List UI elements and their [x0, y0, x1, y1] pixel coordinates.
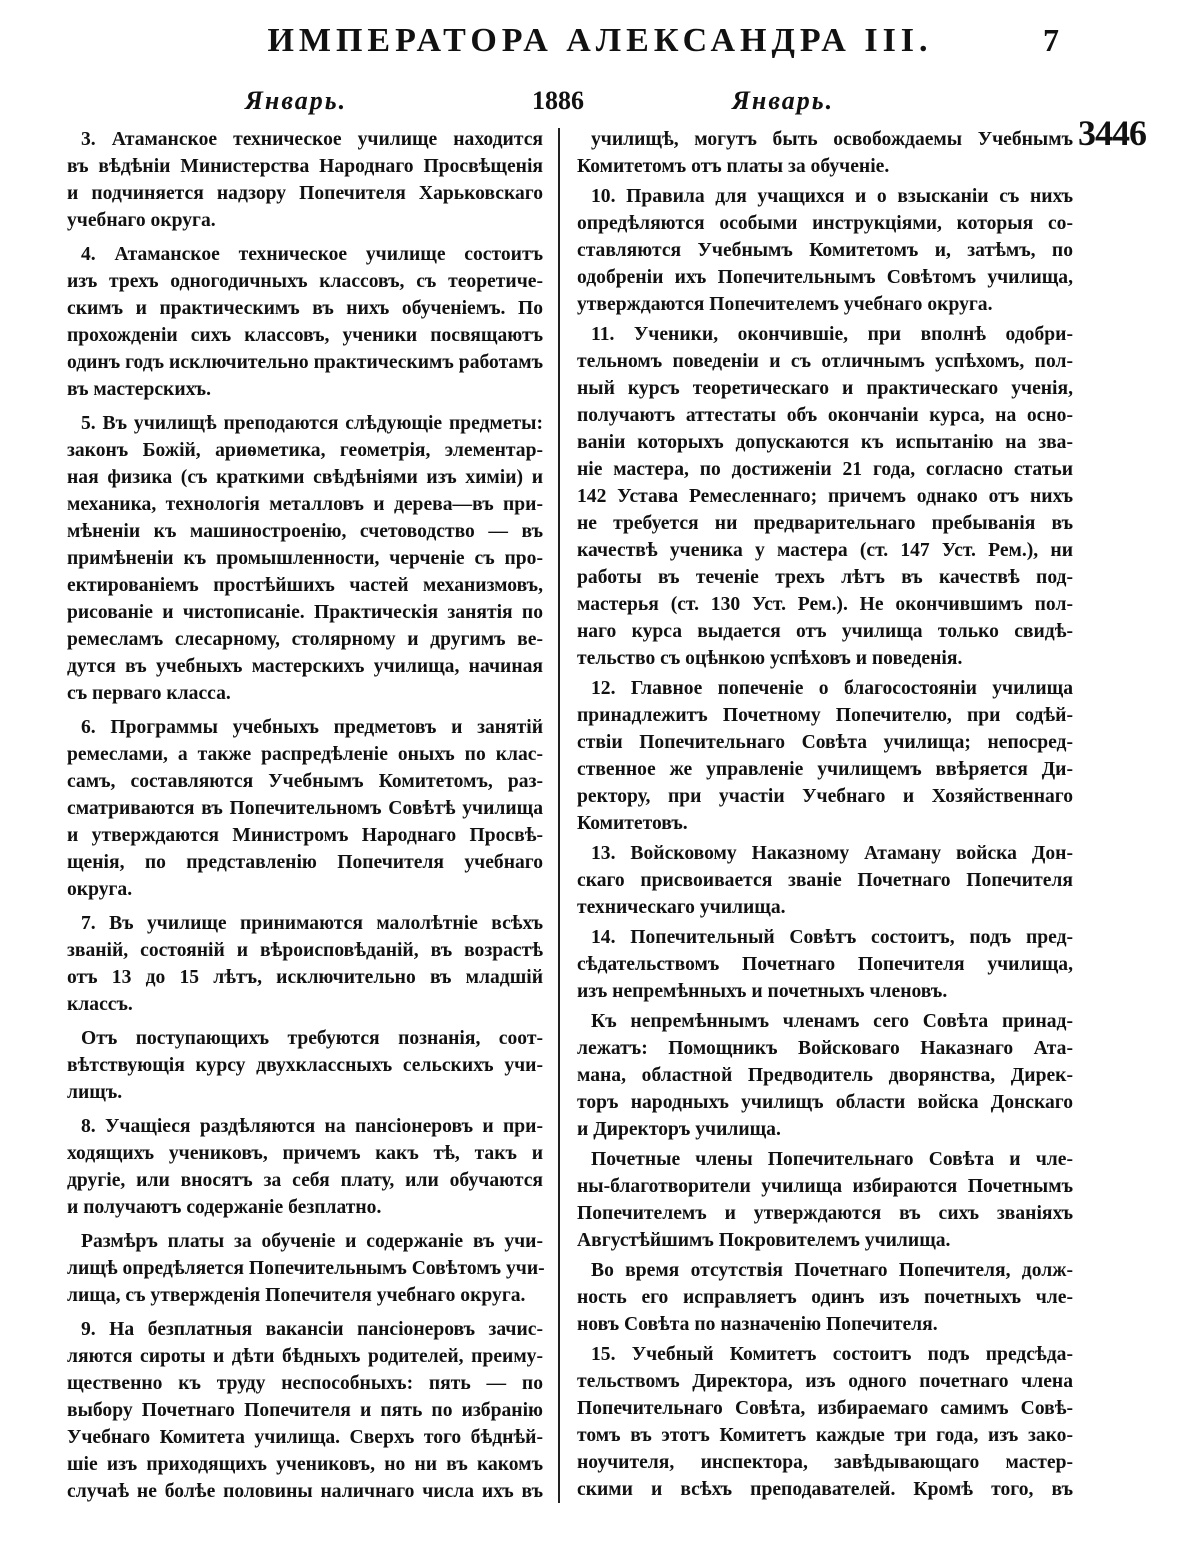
text-line: въ мастерскихъ. [67, 379, 211, 400]
text-line: и подчиняется надзору Попечителя Харьковскаго [67, 183, 543, 204]
text-line: 7. Въ училище принимаются малолѣтніе всѣхъ [81, 913, 543, 934]
text-line: и получаютъ содержаніе безплатно. [67, 1197, 382, 1218]
text-line: ствіи Попечительнаго Совѣта училища; непосред- [577, 732, 1073, 753]
text-line: ная физика (съ краткими свѣдѣніями изъ химіи) и [67, 467, 543, 488]
paragraph [67, 1316, 543, 1505]
text-line: скаго присвоивается званіе Почетнаго Попечителя [577, 870, 1073, 891]
paragraph [67, 410, 543, 707]
text-line: 12. Главное попеченіе о благосостояніи училища [591, 678, 1073, 699]
text-line: утверждаются Попечителемъ учебнаго округа. [577, 294, 993, 315]
text-line: другіе, или вносятъ за себя плату, или обучаются [67, 1170, 543, 1191]
text-line: ремесламъ слесарному, столярному и другимъ ве- [67, 629, 543, 650]
text-line: сѣдательствомъ Почетнаго Попечителя училища, [577, 954, 1073, 975]
text-line: техническаго училища. [577, 897, 786, 918]
text-line: тельномъ поведеніи и съ отличнымъ успѣхомъ, пол- [577, 351, 1073, 372]
paragraph [67, 714, 543, 903]
text-line: ректору, при участіи Учебнаго и Хозяйственнаго [577, 786, 1073, 807]
paragraph [67, 1228, 543, 1309]
text-line: Отъ поступающихъ требуются познанія, соот- [81, 1028, 543, 1049]
text-line: учебнаго округа. [67, 210, 216, 231]
paragraph [577, 1341, 1073, 1503]
paragraph [67, 1025, 543, 1106]
text-line: 11. Ученики, окончившіе, при вполнѣ одобри- [591, 324, 1073, 345]
text-line: 14. Попечительный Совѣтъ состоитъ, подъ пред- [591, 927, 1073, 948]
text-line: ваніи которыхъ допускаются къ испытанію на зва- [577, 432, 1073, 453]
text-line: отъ 13 до 15 лѣтъ, исключительно въ младшій [67, 967, 543, 988]
text-line: не требуется ни предварительнаго пребыванія въ [577, 513, 1073, 534]
paragraph [577, 1146, 1073, 1254]
text-line: щенія, по представленію Попечителя учебнаго [67, 852, 543, 873]
text-line: Почетные члены Попечительнаго Совѣта и чле- [591, 1149, 1073, 1170]
text-line: примѣненіи къ промышленности, черченіе съ про- [67, 548, 543, 569]
text-line: 3. Атаманское техническое училище находится [81, 129, 543, 150]
paragraph [577, 126, 1073, 180]
text-line: изъ трехъ одногодичныхъ классовъ, съ теоретиче- [67, 271, 543, 292]
paragraph [577, 1008, 1073, 1143]
text-line: ремеслами, а также распредѣленіе оныхъ по клас- [67, 744, 543, 765]
text-line: самъ, составляются Учебнымъ Комитетомъ, раз- [67, 771, 543, 792]
text-line: механика, технологія металловъ и дерева—въ при- [67, 494, 543, 515]
text-line: ляются сироты и дѣти бѣдныхъ родителей, преиму- [67, 1346, 543, 1367]
text-line: законъ Божій, ариѳметика, геометрія, элементар- [67, 440, 543, 461]
paragraph [577, 675, 1073, 837]
text-line: тельство съ оцѣнкою успѣховъ и поведенія. [577, 648, 963, 669]
paragraph [67, 126, 543, 234]
text-line: принадлежитъ Почетному Попечителю, при содѣй- [577, 705, 1073, 726]
text-line: 13. Войсковому Наказному Атаману войска Дон- [591, 843, 1073, 864]
text-line: скимъ и практическимъ въ нихъ обученіемъ. По [67, 298, 543, 319]
year: 1886 [532, 86, 584, 115]
text-line: шіе изъ приходящихъ учениковъ, но ни въ какомъ [67, 1454, 543, 1475]
text-line: мастерья (ст. 130 Уст. Рем.). Не окончившимъ пол- [577, 594, 1073, 615]
text-line: одинъ годъ исключительно практическимъ работамъ [67, 352, 543, 373]
text-line: выбору Почетнаго Попечителя и пять по избранію [67, 1400, 543, 1421]
text-line: 15. Учебный Комитетъ состоитъ подъ предсѣда- [591, 1344, 1073, 1365]
text-line: и Директоръ училища. [577, 1119, 781, 1140]
left-column [67, 126, 543, 1512]
text-line: качествѣ ученика у мастера (ст. 147 Уст. Рем.), ни [577, 540, 1073, 561]
text-line: скими и всѣхъ преподавателей. Кромѣ того, въ [577, 1479, 1073, 1500]
month-right: Январь. [732, 86, 835, 115]
text-line: дутся въ учебныхъ мастерскихъ училища, начиная [67, 656, 543, 677]
text-line: ны-благотворители училища избираются Почетнымъ [577, 1176, 1073, 1197]
text-line: новъ Совѣта по назначенію Попечителя. [577, 1314, 938, 1335]
text-line: 9. На безплатныя вакансіи пансіонеровъ зачис- [81, 1319, 543, 1340]
paragraph [67, 910, 543, 1018]
text-line: и утверждаются Министромъ Народнаго Просвѣ- [67, 825, 543, 846]
text-line: наго курса выдается отъ училища только свидѣ- [577, 621, 1073, 642]
text-line: ставляются Учебнымъ Комитетомъ и, затѣмъ, по [577, 240, 1073, 261]
page-number: 7 [1043, 22, 1059, 58]
text-line: вѣтствующія курсу двухклассныхъ сельскихъ учи- [67, 1055, 543, 1076]
text-line: Размѣръ платы за обученіе и содержаніе въ учи- [81, 1231, 543, 1252]
text-line: ственное же управленіе училищемъ ввѣряется Ди- [577, 759, 1073, 780]
text-line: лища, съ утвержденія Попечителя учебнаго округа. [67, 1285, 526, 1306]
paragraph [577, 321, 1073, 672]
paragraph [577, 840, 1073, 921]
paragraph [577, 1257, 1073, 1338]
text-line: Попечительнаго Совѣта, избираемаго самимъ Совѣ- [577, 1398, 1073, 1419]
text-line: случаѣ не болѣе половины наличнаго числа ихъ въ [67, 1481, 543, 1502]
text-line: 5. Въ училищѣ преподаются слѣдующіе предметы: [81, 413, 543, 434]
text-line: ноучителя, инспектора, завѣдывающаго мастер- [577, 1452, 1073, 1473]
text-line: лежатъ: Помощникъ Войсковаго Наказнаго Ата- [577, 1038, 1073, 1059]
text-line: Августѣйшимъ Покровителемъ училища. [577, 1230, 951, 1251]
text-line: Комитетомъ отъ платы за обученіе. [577, 156, 890, 177]
text-line: получаютъ аттестаты объ окончаніи курса, на осно- [577, 405, 1073, 426]
text-line: тельствомъ Директора, изъ одного почетнаго члена [577, 1371, 1073, 1392]
text-line: прохожденіи сихъ классовъ, ученики посвящаютъ [67, 325, 543, 346]
text-line: работы въ теченіе трехъ лѣтъ въ качествѣ под- [577, 567, 1073, 588]
running-header-title: ИМПЕРАТОРА АЛЕКСАНДРА III. [267, 22, 933, 59]
text-line: опредѣляются особыми инструкціями, которыя со- [577, 213, 1073, 234]
text-line: Комитетовъ. [577, 813, 688, 834]
paragraph [67, 1113, 543, 1221]
text-line: ходящихъ учениковъ, причемъ какъ тѣ, такъ и [67, 1143, 543, 1164]
text-line: ектированіемъ простѣйшихъ частей механизмовъ, [67, 575, 543, 596]
text-line: званій, состояній и вѣроисповѣданій, въ возрастѣ [67, 940, 543, 961]
paragraph [577, 183, 1073, 318]
text-line: классъ. [67, 994, 133, 1015]
text-line: 6. Программы учебныхъ предметовъ и занятій [81, 717, 543, 738]
text-line: щественно къ труду неспособныхъ: пять — по [67, 1373, 543, 1394]
text-line: томъ въ этотъ Комитетъ каждые три года, изъ зако- [577, 1425, 1073, 1446]
text-line: училищѣ, могутъ быть освобождаемы Учебнымъ [591, 129, 1073, 150]
text-line: 10. Правила для учащихся и о взысканіи съ нихъ [591, 186, 1073, 207]
law-number: 3446 [1078, 113, 1146, 153]
text-line: сматриваются въ Попечительномъ Совѣтѣ училища [67, 798, 543, 819]
text-line: одобреніи ихъ Попечительнымъ Совѣтомъ училища, [577, 267, 1073, 288]
text-line: 142 Устава Ремесленнаго; причемъ однако отъ нихъ [577, 486, 1073, 507]
text-line: мѣненіи къ машиностроенію, счетоводство — въ [67, 521, 543, 542]
text-line: ніе мастера, по достиженіи 21 года, согласно статьи [577, 459, 1073, 480]
text-line: лищъ. [67, 1082, 123, 1103]
text-line: Во время отсутствія Почетнаго Попечителя, долж- [591, 1260, 1073, 1281]
right-column [577, 126, 1073, 1506]
text-line: округа. [67, 879, 133, 900]
text-line: въ вѣдѣніи Министерства Народнаго Просвѣщенія [67, 156, 543, 177]
paragraph [67, 241, 543, 403]
text-line: Попечителемъ и утверждаются въ сихъ званіяхъ [577, 1203, 1073, 1224]
text-line: торъ народныхъ училищъ области войска Донскаго [577, 1092, 1073, 1113]
text-line: изъ непремѣнныхъ и почетныхъ членовъ. [577, 981, 948, 1002]
text-line: 4. Атаманское техническое училище состоитъ [81, 244, 543, 265]
text-line: рисованіе и чистописаніе. Практическія занятія по [67, 602, 543, 623]
text-line: мана, областной Предводитель дворянства, Дирек- [577, 1065, 1073, 1086]
text-line: ный курсъ теоретическаго и практическаго ученія, [577, 378, 1073, 399]
paragraph [577, 924, 1073, 1005]
month-left: Январь. [245, 86, 348, 115]
text-line: съ перваго класса. [67, 683, 231, 704]
text-line: лищѣ опредѣляется Попечительнымъ Совѣтомъ учи- [67, 1258, 545, 1279]
text-line: Къ непремѣннымъ членамъ сего Совѣта принад- [591, 1011, 1073, 1032]
text-line: 8. Учащіеся раздѣляются на пансіонеровъ и при- [81, 1116, 543, 1137]
text-line: ность его исправляетъ одинъ изъ почетныхъ чле- [577, 1287, 1073, 1308]
text-line: Учебнаго Комитета училища. Сверхъ того бѣднѣй- [67, 1427, 543, 1448]
column-divider [558, 128, 560, 1503]
